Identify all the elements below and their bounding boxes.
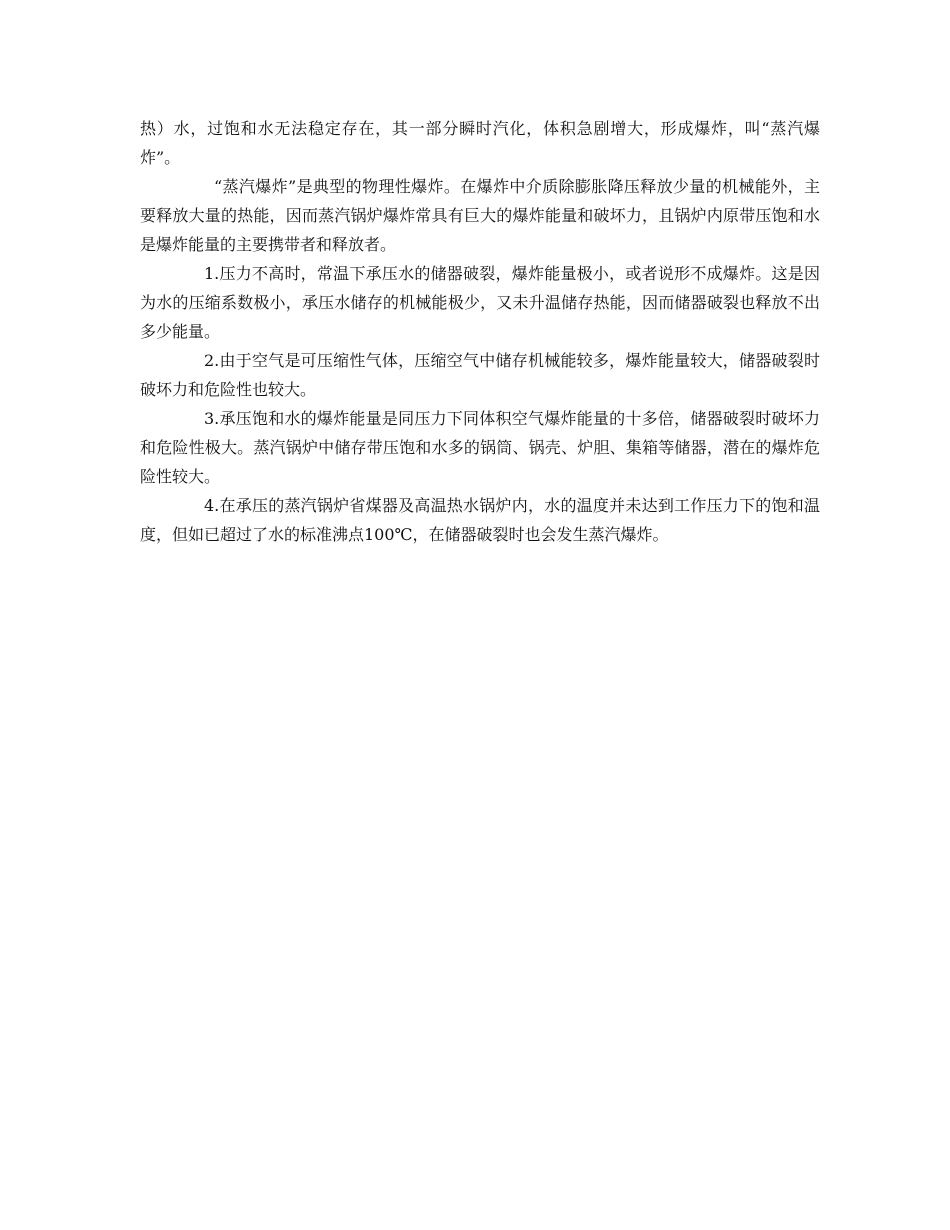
paragraph-steam-explosion: “蒸汽爆炸”是典型的物理性爆炸。在爆炸中介质除膨胀降压释放少量的机械能外，主要释放大量的热能，因而蒸汽锅炉爆炸常具有巨大的爆炸能量和破坏力，且锅炉内原带压饱和水是爆炸能量的主要携带者和释放者。 xyxy=(140,177,820,254)
paragraph-continuation: 热）水，过饱和水无法稳定存在，其一部分瞬时汽化，体积急剧增大，形成爆炸，叫“蒸汽爆炸”。 xyxy=(140,119,820,167)
paragraph-item-3: 3.承压饱和水的爆炸能量是同压力下同体积空气爆炸能量的十多倍，储器破裂时破坏力和危险性极大。蒸汽锅炉中储存带压饱和水多的锅筒、锅壳、炉胆、集箱等储器，潜在的爆炸危险性较大。 xyxy=(140,409,820,486)
paragraph-item-1: 1.压力不高时，常温下承压水的储器破裂，爆炸能量极小，或者说形不成爆炸。这是因为水的压缩系数极小，承压水储存的机械能极少，又未升温储存热能，因而储器破裂也释放不出多少能量。 xyxy=(140,264,820,341)
paragraph-item-4: 4.在承压的蒸汽锅炉省煤器及高温热水锅炉内，水的温度并未达到工作压力下的饱和温度，但如已超过了水的标准沸点100℃，在储器破裂时也会发生蒸汽爆炸。 xyxy=(140,496,820,544)
document-body xyxy=(140,114,820,549)
paragraph-item-2: 2.由于空气是可压缩性气体，压缩空气中储存机械能较多，爆炸能量较大，储器破裂时破坏力和危险性也较大。 xyxy=(140,351,820,399)
